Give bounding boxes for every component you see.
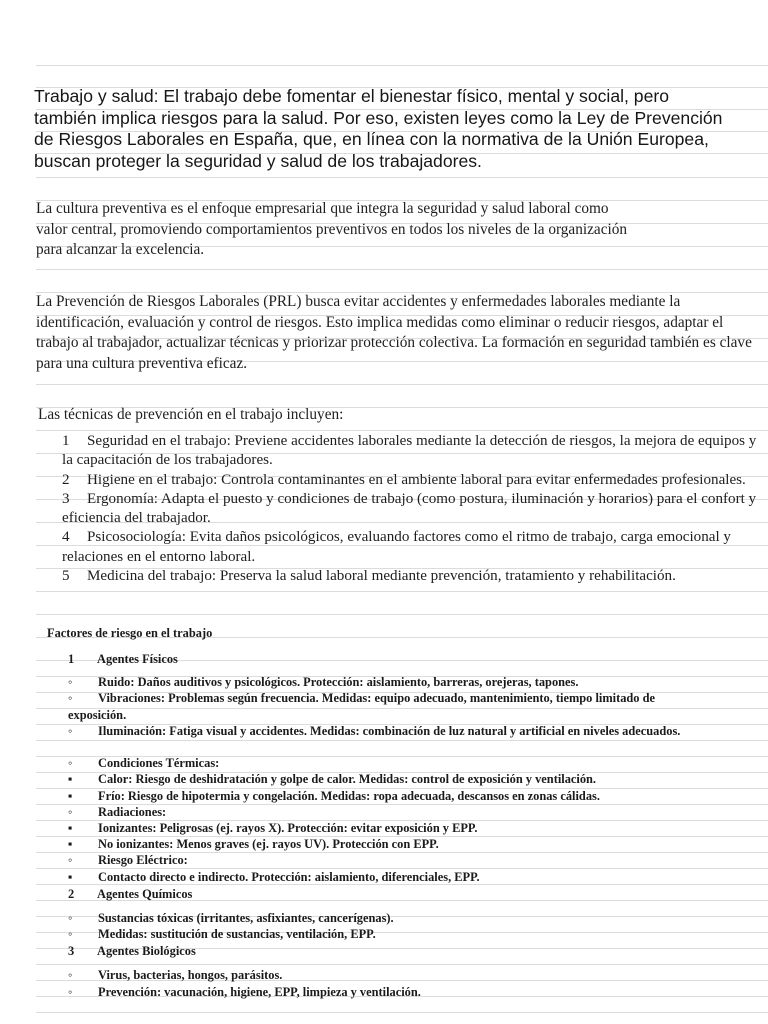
list-item: ▪ Contacto directo e indirecto. Protección: aislamiento, diferenciales, EPP. [68,870,480,884]
item-number: 5 [62,568,70,585]
item-text: Higiene en el trabajo: Controla contaminantes en el ambiente laboral para evitar enfermedades profesionales. [87,471,746,488]
circle-bullet-icon: ◦ [68,985,73,999]
item-number: 2 [62,471,70,488]
list-item: ▪ Ionizantes: Peligrosas (ej. rayos X). Protección: evitar exposición y EPP. [68,821,478,835]
rule-line [36,614,768,615]
list-item: ◦ Virus, bacterias, hongos, parásitos. [68,968,283,982]
square-bullet-icon: ▪ [68,772,73,786]
list-item: ◦ Vibraciones: Problemas según frecuencia. Medidas: equipo adecuado, mantenimiento, tiempo limitado de exposición. [68,691,655,722]
list-item: ▪ Calor: Riesgo de deshidratación y golpe de calor. Medidas: control de exposición y ventilación. [68,772,597,786]
item-number: 1 [62,433,70,449]
factors-title: Factores de riesgo en el trabajo [47,626,213,640]
group-number: 3 [68,944,75,958]
list-item: ◦ Radiaciones: [68,805,167,819]
square-bullet-icon: ▪ [68,789,73,803]
circle-bullet-icon: ◦ [68,724,73,738]
rule-line [36,740,768,741]
list-item: ▪ Frío: Riesgo de hipotermia y congelación. Medidas: ropa adecuada, descansos en zonas cálidas. [68,789,600,803]
rule-line [36,65,768,66]
rule-line [36,591,768,592]
list-item [62,567,762,586]
group-number: 2 [68,887,75,901]
list-item [62,432,762,471]
square-bullet-icon: ▪ [68,821,73,835]
group-heading-chemical [68,886,192,902]
item-text: Seguridad en el trabajo: Previene accidentes laborales mediante la detección de riesgos, la mejora de equipos y la capacitación de los trabajadores. [62,433,757,469]
item-number: 4 [62,529,70,546]
group-number: 1 [68,652,75,666]
item-text: Ergonomía: Adapta el puesto y condiciones de trabajo (como postura, iluminación y horarios) para el confort y eficiencia del trabajador. [62,490,757,527]
item-text: Medicina del trabajo: Preserva la salud laboral mediante prevención, tratamiento y rehabilitación. [87,568,676,585]
list-item: ◦ Iluminación: Fatiga visual y accidentes. Medidas: combinación de luz natural y artificial en niveles adecuados. [68,724,681,738]
rule-line [36,384,768,385]
rule-line [36,430,768,431]
list-item [62,471,762,490]
list-item: ◦ Ruido: Daños auditivos y psicológicos. Protección: aislamiento, barreras, orejeras, tapones. [68,675,579,689]
list-item [62,528,762,567]
square-bullet-icon: ▪ [68,837,73,851]
rule-line [36,269,768,270]
rule-line [36,1012,768,1013]
item-text: Psicosociología: Evita daños psicológicos, evaluando factores como el ritmo de trabajo, carga emocional y relaciones en el entorno laboral. [62,529,731,565]
list-item: ◦ Sustancias tóxicas (irritantes, asfixiantes, cancerígenas). [68,911,394,925]
circle-bullet-icon: ◦ [68,756,73,770]
techniques-heading: Las técnicas de prevención en el trabajo incluyen: [38,406,344,423]
group-heading-physical [68,651,178,667]
list-item: ◦ Prevención: vacunación, higiene, EPP, limpieza y ventilación. [68,985,421,999]
culture-paragraph: La cultura preventiva es el enfoque empresarial que integra la seguridad y salud laboral como valor central, promoviendo comportamientos preventivos en todos los niveles de la organización para alcanzar la excelencia. [36,200,628,259]
list-item: ◦ Medidas: sustitución de sustancias, ventilación, EPP. [68,927,376,941]
circle-bullet-icon: ◦ [68,675,73,689]
list-item: ▪ No ionizantes: Menos graves (ej. rayos UV). Protección con EPP. [68,837,439,851]
item-number: 3 [62,490,70,507]
list-item: ◦ Condiciones Térmicas: [68,756,220,770]
circle-bullet-icon: ◦ [68,968,73,982]
rule-line [36,177,768,178]
group-title: Agentes Químicos [97,887,193,901]
list-item: ◦ Riesgo Eléctrico: [68,853,188,867]
rule-line [36,964,768,965]
group-title: Agentes Biológicos [97,944,196,958]
group-title: Agentes Físicos [97,652,178,666]
square-bullet-icon: ▪ [68,870,73,884]
circle-bullet-icon: ◦ [68,911,73,925]
intro-paragraph: Trabajo y salud: El trabajo debe fomentar el bienestar físico, mental y social, pero también implica riesgos para la salud. Por eso, existen leyes como la Ley de Prevención de Riesgos Laborales en España, que, en línea con la normativa de la Unión Europea, buscan proteger la seguridad y salud de los trabajadores. [34,86,723,171]
circle-bullet-icon: ◦ [68,691,73,705]
group-heading-biological [68,943,196,959]
circle-bullet-icon: ◦ [68,805,73,819]
techniques-list [62,432,762,586]
prl-paragraph: La Prevención de Riesgos Laborales (PRL) busca evitar accidentes y enfermedades laborales mediante la identificación, evaluación y control de riesgos. Esto implica medidas como eliminar o reducir riesgos, adaptar el trabajo al trabajador, actualizar técnicas y priorizar protección colectiva. La formación en seguridad también es clave para una cultura preventiva eficaz. [36,293,752,372]
list-item [62,490,762,529]
circle-bullet-icon: ◦ [68,927,73,941]
circle-bullet-icon: ◦ [68,853,73,867]
